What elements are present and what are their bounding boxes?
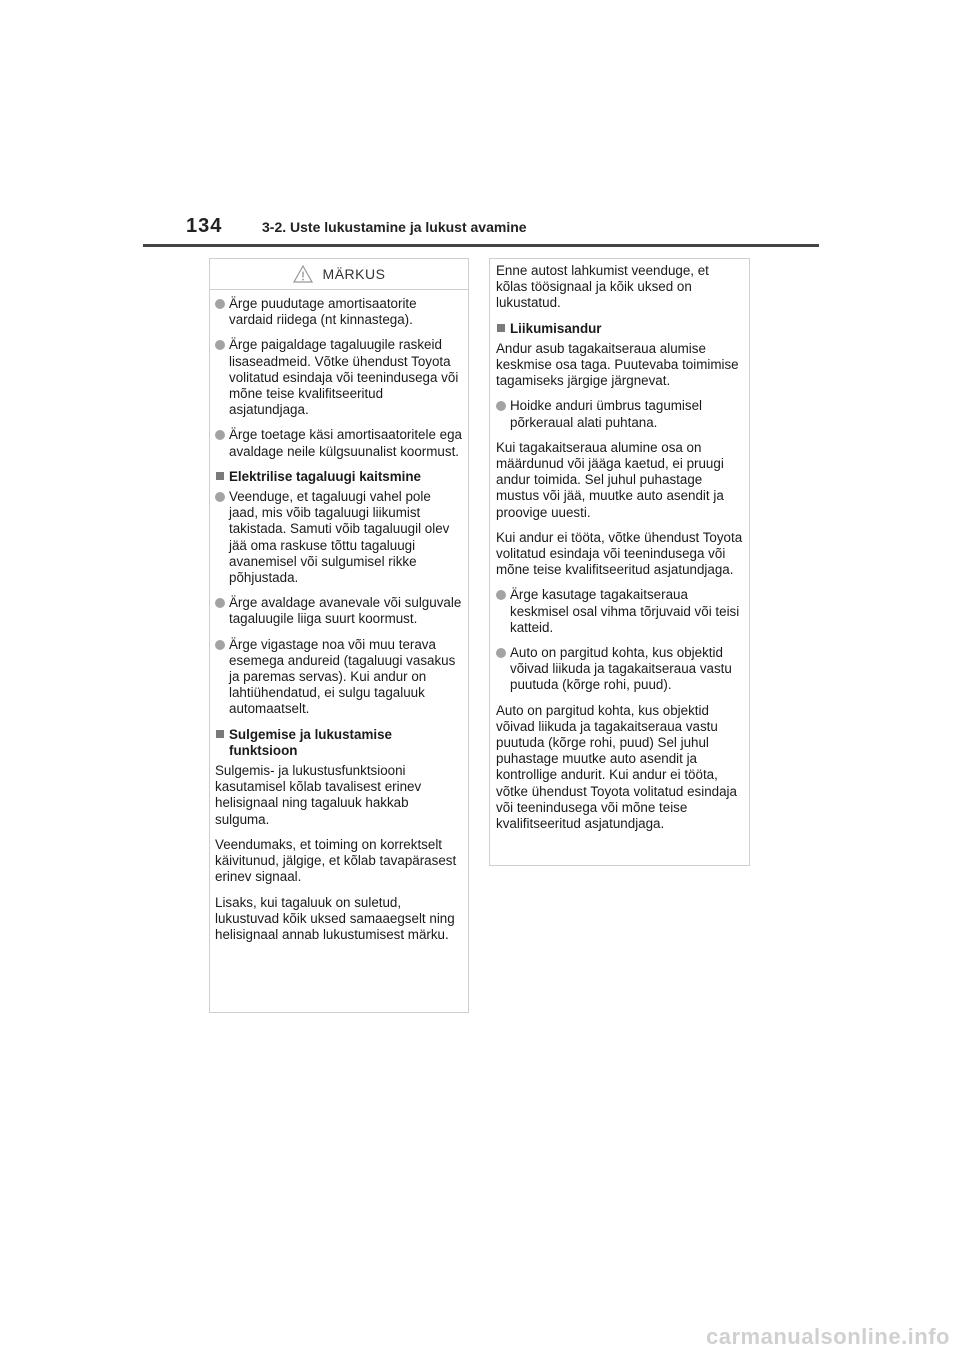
bullet-icon — [215, 340, 225, 350]
header-rule — [143, 244, 819, 247]
page-number: 134 — [186, 215, 223, 237]
bullet-icon — [215, 430, 225, 440]
bullet-icon — [215, 299, 225, 309]
subheading-tailgate-protection: Elektrilise tagaluugi kaitsmine — [215, 469, 463, 485]
list-item: Auto on pargitud kohta, kus objektid võivad liikuda ja tagakaitseraua vastu puutuda (kõrge rohi, puud). — [496, 645, 743, 694]
paragraph: Kui tagakaitseraua alumine osa on määrdunud või jääga kaetud, ei pruugi andur toimida. Sel juhul puhastage mustus või jää, muutke auto asendit ja proovige uuesti. — [496, 439, 724, 520]
list-item: Veenduge, et tagaluugi vahel pole jaad, mis võib tagaluugi liikumist takistada. Samuti võib tagaluugil olev jää oma raskuse tõttu tagaluugi avanemisel või sulgumisel rikke põhjustada. — [215, 489, 463, 586]
list-item: Ärge kasutage tagakaitseraua keskmisel osal vihma tõrjuvaid või teisi katteid. — [496, 587, 743, 636]
subheading-motion-sensor: Liikumisandur — [496, 321, 743, 337]
list-item: Ärge toetage käsi amortisaatoritele ega avaldage neile külgsuunalist koormust. — [215, 427, 463, 459]
paragraph: Kui andur ei tööta, võtke ühendust Toyota volitatud esindaja või teenindusega või mõne teise kvalifitseeritud asjatundjaga. — [496, 529, 743, 578]
subheading-close-lock-function: Sulgemise ja lukustamise funktsioon — [215, 727, 463, 759]
bullet-icon — [215, 640, 225, 650]
paragraph: Andur asub tagakaitseraua alumise keskmise osa taga. Puutevaba toimimise tagamiseks järgige järgnevat. — [496, 340, 739, 389]
paragraph: Veendumaks, et toiming on korrektselt käivitunud, jälgige, et kõlab tavapärasest erinev signaal. — [215, 836, 457, 885]
list-item: Ärge vigastage noa või muu terava esemega andureid (tagaluugi vasakus ja paremas servas). Kui andur on lahtiühendatud, ei sulgu tagaluuk automaatselt. — [215, 637, 463, 718]
list-item: Ärge paigaldage tagaluugile raskeid lisaseadmeid. Võtke ühendust Toyota volitatud esindaja või teenindusega või mõne teise kvalifitseeritud asjatundjaga. — [215, 337, 463, 418]
bullet-icon — [496, 590, 506, 600]
paragraph: Enne autost lahkumist veenduge, et kõlas töösignaal ja kõik uksed on lukustatud. — [496, 263, 709, 311]
square-bullet-icon — [497, 324, 505, 332]
list-item: Hoidke anduri ümbrus tagumisel põrkeraual alati puhtana. — [496, 398, 743, 430]
paragraph: Lisaks, kui tagaluuk on suletud, lukustuvad kõik uksed samaaegselt ning helisignaal annab lukustumisest märku. — [215, 894, 455, 942]
watermark: carmanualsonline.info — [706, 1324, 950, 1349]
list-item: Ärge avaldage avanevale või sulguvale tagaluugile liiga suurt koormust. — [215, 595, 463, 627]
paragraph: Sulgemis- ja lukustusfunktsiooni kasutamisel kõlab tavalisest erinev helisignaal ning tagaluuk hakkab sulguma. — [215, 763, 422, 827]
bullet-icon — [496, 648, 506, 658]
notice-title: MÄRKUS — [322, 266, 386, 282]
paragraph: Auto on pargitud kohta, kus objektid võivad liikuda ja tagakaitseraua vastu puutuda (kõrge rohi, puud) Sel juhul puhastage muutke auto asendit ja kontrollige andurit. Kui andur ei tööta, võtke ühendust Toyota volitatud esindaja või teenindusega või mõne teise kvalifitseeritud asjatundjaga. — [496, 702, 737, 832]
warning-triangle-icon — [293, 265, 313, 283]
notice-header — [210, 259, 468, 290]
section-title: 3-2. Uste lukustamine ja lukust avamine — [262, 219, 527, 235]
square-bullet-icon — [216, 730, 224, 738]
bullet-icon — [215, 598, 225, 608]
list-item: Ärge puudutage amortisaatorite vardaid riidega (nt kinnastega). — [215, 296, 463, 328]
notice-box — [209, 258, 469, 1013]
notice-continuation-box — [489, 258, 750, 866]
bullet-icon — [215, 492, 225, 502]
square-bullet-icon — [216, 472, 224, 480]
bullet-icon — [496, 401, 506, 411]
